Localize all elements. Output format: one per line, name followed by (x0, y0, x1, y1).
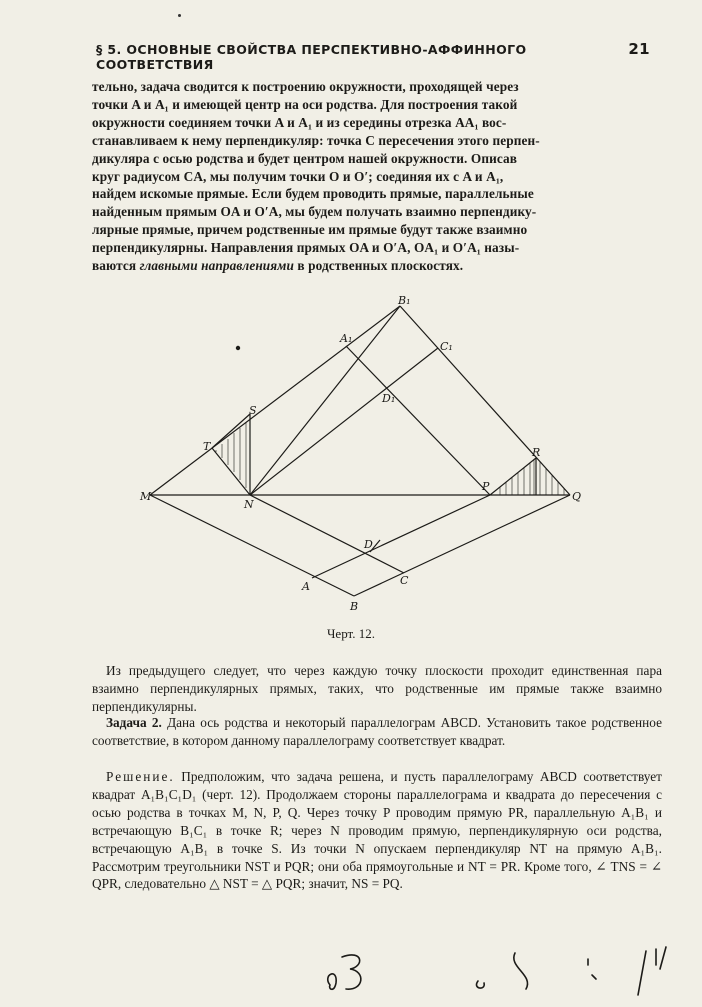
scribble-mark (514, 953, 528, 989)
text-line: лярные прямые, причем родственные им прямые будут также взаимно (92, 222, 528, 238)
label-B1: B₁ (398, 294, 411, 307)
paragraph (92, 662, 662, 716)
scribble-mark (476, 981, 484, 988)
label-B: B (350, 600, 359, 613)
text-line: окружности соединяем точки A и A₁ и из середины отрезка AA₁ вос- (92, 114, 507, 130)
solution-text: Предположим, что задача решена, и пусть параллелограму ABCD соответствует квадрат A₁B₁C₁D₁ (черт. 12). Продолжаем стороны параллелограма и квадрата до пересечения с осью родства в точках M, N, P, Q. Через точку P проводим прямую PR, параллельную A₁B₁ и встречающую B₁C₁ в точке R; через N проводим прямую, перпендикулярную оси родства, встречающую A₁B₁ в точке S. Из точки N опускаем перпендикуляр NT на прямую A₁B₁. Рассмотрим треугольники NST и PQR; они оба прямоугольные и NT = PR. Кроме того, ∠ TNS = ∠ QPR, следовательно △ NST = △ PQR; значит, NS = PQ. (92, 769, 662, 892)
label-N: N (244, 498, 254, 511)
label-A1: A₁ (340, 332, 353, 345)
text-line: перпендикулярны. Направления прямых OA и O′A, OA₁ и O′A₁ назы- (92, 240, 520, 256)
handwritten-marks (320, 945, 680, 1000)
scribble-mark (638, 951, 646, 995)
line-M-B1 (150, 306, 400, 495)
scribble-mark (328, 974, 336, 989)
scribble-mark (660, 947, 666, 969)
label-P: P (482, 480, 490, 493)
segment-T-S (212, 414, 250, 448)
solution (92, 768, 662, 893)
line-N-C (250, 495, 404, 573)
text-line: точки A и A₁ и имеющей центр на оси родства. Для построения такой (92, 96, 518, 112)
line-B1-Q (400, 306, 570, 495)
paragraph-continuation (92, 78, 662, 275)
label-T: T (203, 440, 211, 453)
line-N-C1 (250, 348, 438, 495)
header-title: § 5. ОСНОВНЫЕ СВОЙСТВА ПЕРСПЕКТИВНО-АФФИННОГО СООТВЕТСТВИЯ (96, 42, 527, 72)
problem-label: Задача 2. (106, 715, 162, 730)
text-line: тельно, задача сводится к построению окружности, проходящей через (92, 79, 519, 94)
paragraph-text: Из предыдущего следует, что через каждую точку плоскости проходит единственная пара взаимно перпендикулярных прямых, таких, что родственные им прямые также взаимно перпендикулярны. (92, 663, 662, 714)
text-line: найденным прямым OA и O′A, мы будем получать взаимно перпендику- (92, 204, 537, 220)
problem-statement (92, 714, 662, 750)
segment-P-R (490, 458, 536, 495)
scribble-mark (592, 975, 596, 979)
label-R: R (532, 446, 541, 459)
line-N-B1 (250, 306, 400, 495)
figure-caption: Черт. 12. (326, 626, 375, 641)
page-number: 21 (628, 40, 650, 58)
text-line: круг радиусом CA, мы получим точки O и O′; соединяя их с A и A₁, (92, 168, 504, 184)
label-C1: C₁ (440, 340, 453, 353)
problem-paragraph (92, 714, 662, 750)
line-P-A (312, 495, 490, 578)
label-S: S (249, 404, 257, 417)
label-Q: Q (572, 490, 582, 503)
emphasis-term: главными направлениями (139, 258, 294, 274)
line-B-Q (354, 495, 570, 596)
text-line-last (92, 257, 662, 275)
ink-speck (178, 14, 181, 17)
label-D1: D₁ (382, 392, 396, 405)
text-line: станавливаем к нему перпендикуляр: точка C пересечения этого перпен- (92, 132, 540, 148)
label-C: C (400, 574, 409, 587)
text-line: найдем искомые прямые. Если будем проводить прямые, параллельные (92, 186, 534, 202)
running-header (96, 40, 650, 72)
text-fragment: в родственных плоскостях. (297, 258, 464, 274)
label-D: D (364, 538, 373, 551)
geometry-diagram (0, 290, 702, 620)
ink-speck (236, 346, 240, 350)
scribble-mark (342, 955, 361, 989)
solution-label: Решение. (106, 769, 175, 784)
problem-text: Дана ось родства и некоторый параллелограм ABCD. Установить такое родственное соответствие, в котором данному параллелограму соответствует квадрат. (92, 715, 662, 748)
line-A1-P (346, 346, 490, 495)
solution-paragraph (92, 768, 662, 893)
label-M: M (140, 490, 152, 503)
text-line: дикуляра с осью родства и будет центром нашей окружности. Описав (92, 150, 518, 166)
figure-drawing (0, 290, 702, 620)
label-A: A (302, 580, 310, 593)
segment-N-T (212, 448, 250, 495)
text-fragment: ваются (92, 258, 137, 274)
